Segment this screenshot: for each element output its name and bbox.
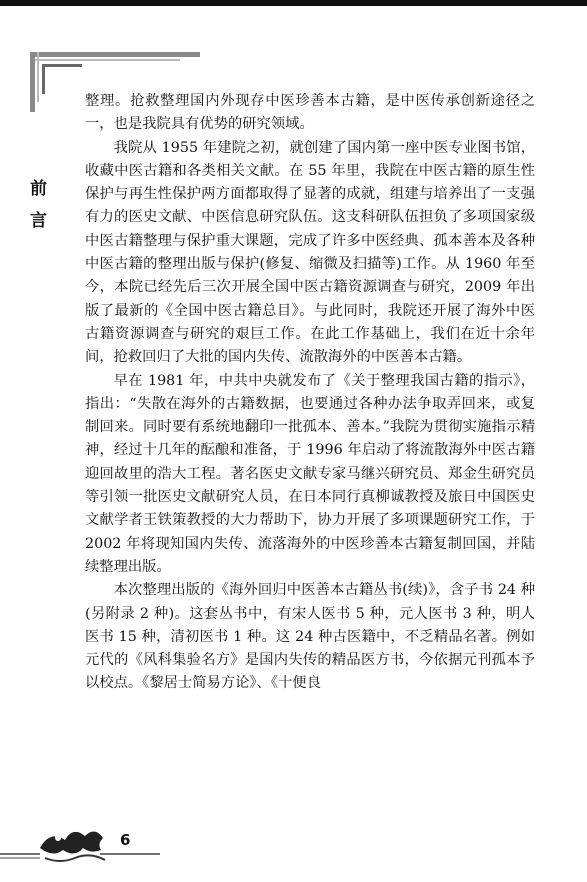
page-number: 6 <box>120 831 131 849</box>
paragraph: 本次整理出版的《海外回归中医善本古籍丛书(续)》，含子书 24 种(另附录 2 种)。这套丛书中，有宋人医书 5 种，元人医书 3 种，明人医书 15 种，清初医书 1 种。这 24 种古医籍中，不乏精品名著。例如元代的《风科集验名方》是国内失传的精品医方书，今依据元刊孤本予以校点。《黎居士简易方论》、《十便良 <box>85 582 535 692</box>
side-label-yan: 言 <box>30 211 47 231</box>
paragraph-continued: 整理。抢救整理国内外现存中医珍善本古籍，是中医传承创新途径之一，也是我院具有优势的研究领域。 <box>85 93 535 133</box>
dragon-ornament-decoration <box>0 808 160 882</box>
top-border-bar <box>0 0 587 6</box>
paragraph: 我院从 1955 年建院之初，就创建了国内第一座中医专业图书馆，收藏中医古籍和各类相关文献。在 55 年里，我院在中医古籍的原生性保护与再生性保护两方面都取得了显著的成就，组建与培养出了一支强有力的医史文献、中医信息研究队伍。这支科研队伍担负了多项国家级中医古籍整理与保护重大课题，完成了许多中医经典、孤本善本及各种中医古籍的整理出版与保护(修复、缩微及扫描等)工作。从 1960 年至今，本院已经先后三次开展全国中医古籍资源调查与研究，2009 年出版了最新的《全国中医古籍总目》。与此同时，我院还开展了海外中医古籍资源调查与研究的艰巨工作。在此工作基础上，我们在近十余年间，抢救回归了大批的国内失传、流散海外的中医善本古籍。 <box>85 139 535 366</box>
paragraph: 早在 1981 年，中共中央就发布了《关于整理我国古籍的指示》，指出：“失散在海外的古籍数据，也要通过各种办法争取弄回来，或复制回来。同时要有系统地翻印一批孤本、善本。”我院为贯彻实施指示精神，经过十几年的酝酿和准备，于 1996 年启动了将流散海外中医古籍迎回故里的浩大工程。著名医史文献专家马继兴研究员、郑金生研究员等引领一批医史文献研究人员，在日本同行真柳诚教授及旅日中国医史文献学者王铁策教授的大力帮助下，协力开展了多项课题研究工作，于 2002 年将现知国内失传、流落海外的中医珍善本古籍复制回国，并陆续整理出版。 <box>85 372 535 575</box>
side-label-qian: 前 <box>30 179 47 199</box>
main-text <box>85 90 535 696</box>
